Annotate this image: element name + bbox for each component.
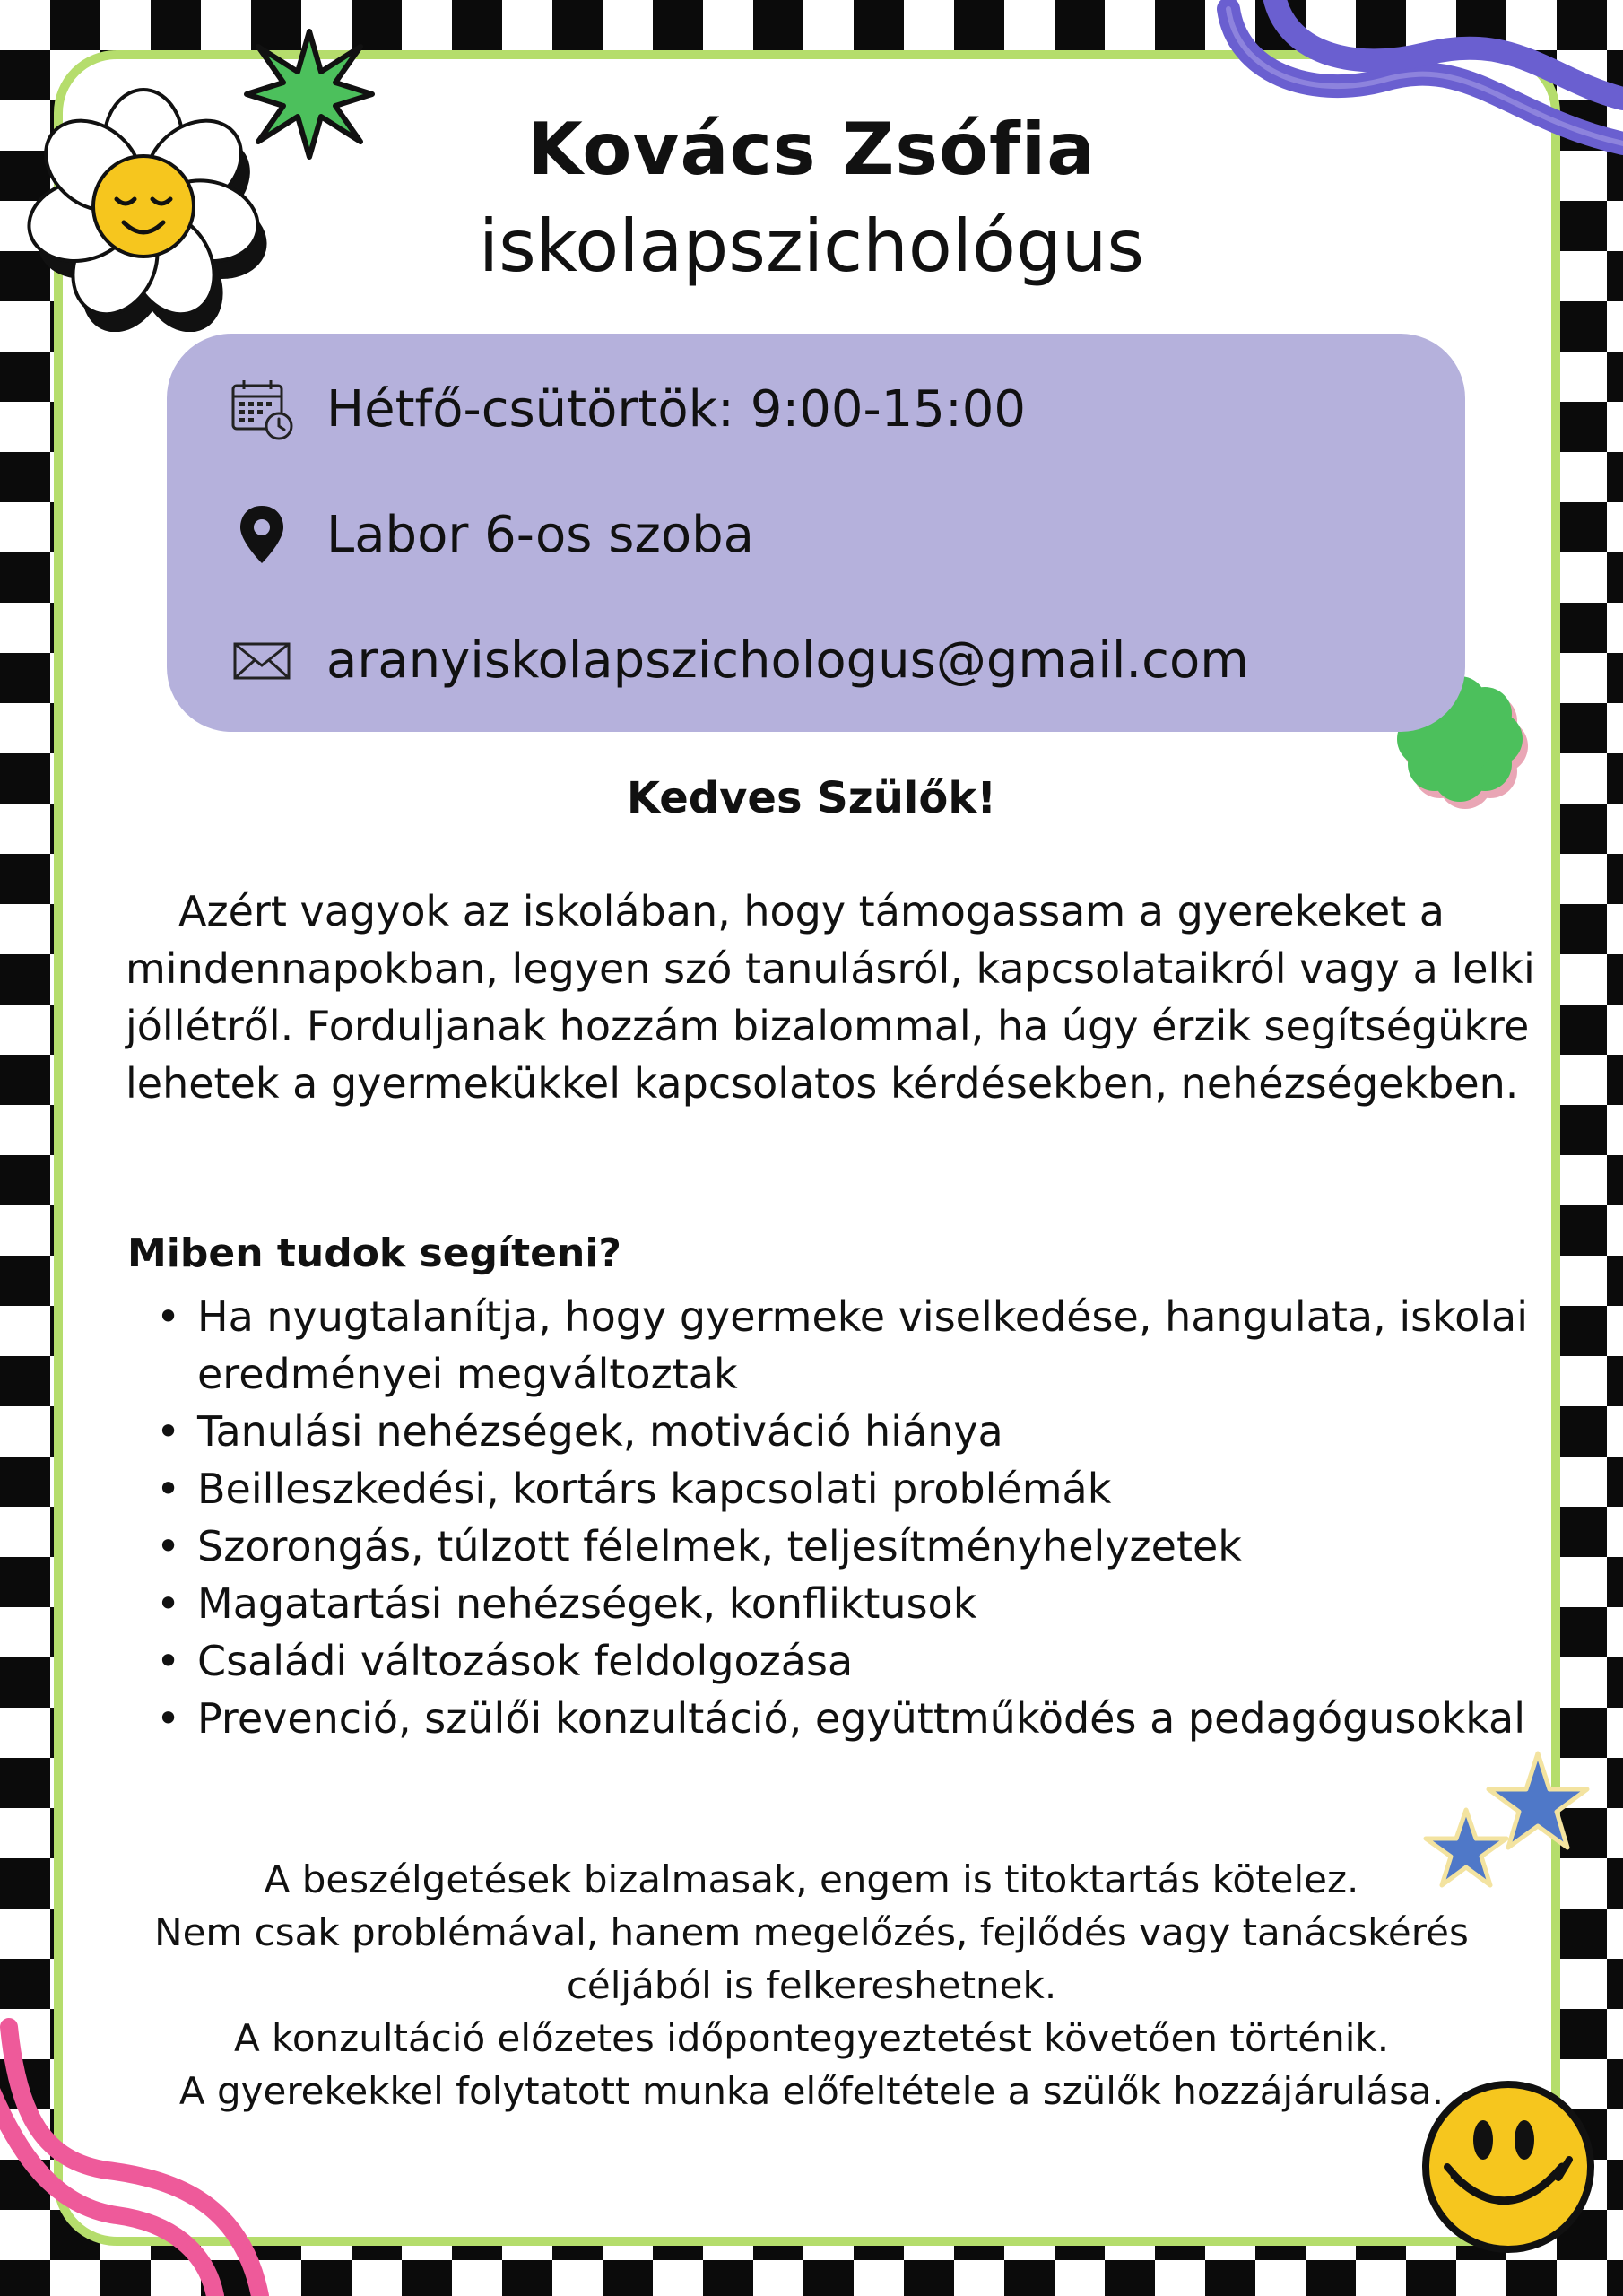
list-item: • Ha nyugtalanítja, hogy gyermeke viselkedése, hangulata, iskolai [127,1288,1526,1345]
closing-line: A gyerekekkel folytatott munka előfeltétele a szülők hozzájárulása. [178,2069,1445,2113]
contact-room-row [230,499,754,570]
contact-info-box [167,334,1465,732]
intro-paragraph [126,883,1535,1112]
help-list [127,1288,1526,1747]
list-item: • Beilleszkedési, kortárs kapcsolati problémák [127,1460,1526,1518]
list-item: • Családi változások feldolgozása [127,1632,1526,1690]
intro-line: lehetek a gyermekükkel kapcsolatos kérdésekben, nehézségekben. [126,1059,1519,1108]
closing-line: Nem csak problémával, hanem megelőzés, fejlődés vagy tanácskérés [154,1910,1469,1954]
contact-hours-row [230,373,1026,445]
closing-line: A beszélgetések bizalmasak, engem is titoktartás kötelez. [264,1857,1359,1901]
help-heading: Miben tudok segíteni? [127,1231,621,1276]
location-pin-icon [230,502,294,567]
intro-line: jóllétről. Forduljanak hozzám bizalommal, ha úgy érzik segítségükre [126,1002,1530,1050]
envelope-icon [230,628,294,692]
contact-room: Labor 6-os szoba [326,505,754,564]
calendar-icon [230,377,294,441]
intro-line: mindennapokban, legyen szó tanulásról, kapcsolataikról vagy a lelki [126,944,1535,993]
contact-email[interactable]: aranyiskolapszichologus@gmail.com [326,631,1249,690]
closing-line: A konzultáció előzetes időpontegyeztetést követően történik. [233,2016,1390,2060]
list-item: • Magatartási nehézségek, konfliktusok [127,1575,1526,1632]
closing-line: céljából is felkereshetnek. [566,1963,1057,2007]
list-item: • Szorongás, túlzott félelmek, teljesítményhelyzetek [127,1518,1526,1575]
list-item-continuation: eredményei megváltoztak [197,1350,738,1398]
intro-line: Azért vagyok az iskolában, hogy támogassam a gyerekeket a [178,887,1445,935]
contact-email-row [230,624,1249,696]
page-title: Kovács Zsófia [526,108,1097,191]
contact-hours: Hétfő-csütörtök: 9:00-15:00 [326,379,1027,439]
closing-paragraph [90,1853,1533,2118]
page-subtitle: iskolapszichológus [478,204,1145,288]
list-item: • Tanulási nehézségek, motiváció hiánya [127,1403,1526,1460]
greeting-heading: Kedves Szülők! [626,773,997,823]
list-item: • Prevenció, szülői konzultáció, együttműködés a pedagógusokkal [127,1690,1526,1747]
